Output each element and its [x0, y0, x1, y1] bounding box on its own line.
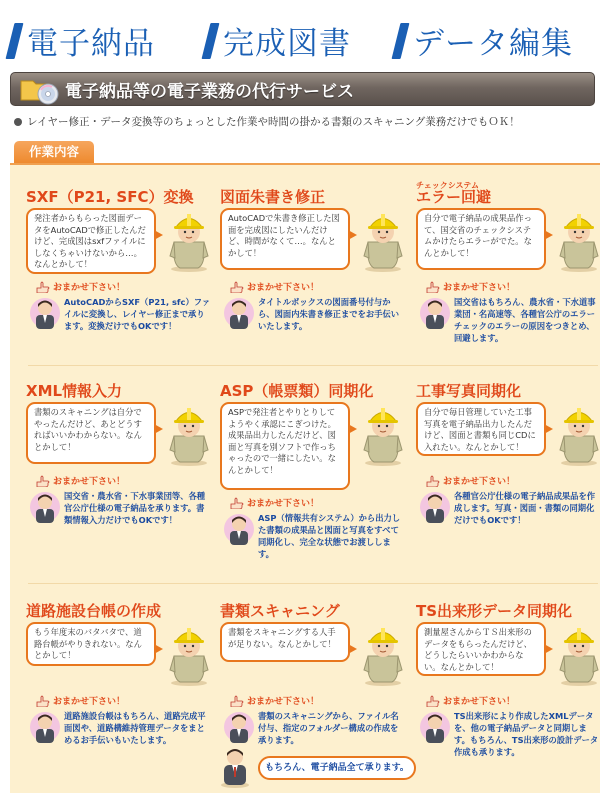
header-item-kansei-tosho: [206, 18, 351, 63]
pointing-hand-icon: [426, 695, 440, 707]
service-card: [26, 600, 216, 800]
worker-helmet-icon: [360, 400, 406, 466]
service-answer: TS出来形により作成したXMLデータを、他の電子納品データと同期します。もちろん、TS出来形の設計データ作成も承ります。: [454, 711, 599, 757]
service-card: [416, 380, 604, 580]
service-title: ASP（帳票類）同期化: [220, 382, 374, 400]
omakase-text: おまかせ下さい！: [53, 283, 126, 293]
omakase-text: おまかせ下さい！: [53, 477, 126, 487]
worker-helmet-icon: [166, 400, 212, 466]
service-answer: 各種官公庁仕様の電子納品成果品を作成します。写真・図面・書類の同期化だけでもOKです！: [454, 491, 596, 525]
staff-avatar-icon: [420, 710, 450, 744]
service-answer: 国交省・農水省・下水事業団等、各種官公庁仕様の電子納品を承ります。書類情報入力だけでもOKです！: [64, 491, 206, 525]
service-card: [416, 600, 604, 800]
staff-avatar-icon: [224, 296, 254, 330]
customer-request-bubble: 書類のスキャニングは自分でやったんだけど、あとどうすればいいかわからない。なんとかして！: [26, 402, 156, 464]
service-title: 工事写真同期化: [416, 382, 522, 400]
header-item-label: 完成図書: [223, 26, 351, 62]
omakase-label: [36, 280, 125, 293]
customer-request-bubble: AutoCADで朱書き修正した図面を完成図にしたいんだけど、時間がなくて…。なんとかして！: [220, 208, 350, 270]
staff-avatar-icon: [30, 490, 60, 524]
customer-request-bubble: もう年度末のバタバタで、道路台帳がやりきれない。なんとかして！: [26, 622, 156, 666]
pointing-hand-icon: [36, 475, 50, 487]
service-title: 書類スキャニング: [220, 602, 340, 620]
omakase-text: おまかせ下さい！: [443, 283, 516, 293]
staff-avatar-icon: [224, 710, 254, 744]
customer-request-bubble: 自分で毎日管理していた工事写真を電子納品出力したんだけど、図面と書類も同じCDに入れたい。なんとかして！: [416, 402, 546, 456]
pointing-hand-icon: [36, 281, 50, 293]
omakase-text: おまかせ下さい！: [247, 499, 320, 509]
staff-avatar-icon: [420, 296, 450, 330]
worker-helmet-icon: [360, 206, 406, 272]
staff-avatar-icon: [420, 490, 450, 524]
service-answer: 書類のスキャニングから、ファイル名付与、指定のフォルダー構成の作成を承ります。: [258, 711, 399, 745]
customer-request-bubble: ASPで発注者とやりとりしてようやく承認にこぎつけた。成果品出力したんだけど、図面と写真を別ソフトで作っちゃったので一緒にしたい。なんとかして！: [220, 402, 350, 490]
pointing-hand-icon: [230, 695, 244, 707]
banner-title: 電子納品等の電子業務の代行サービス: [65, 81, 354, 102]
header-bar-decoration: [202, 23, 220, 59]
omakase-label: [426, 280, 515, 293]
service-title: TS出来形データ同期化: [416, 602, 573, 620]
customer-request-bubble: 発注者からもらった図面データをAutoCADで修正したんだけど、完成図はsxfファイルにしなくちゃいけないから…。なんとかして！: [26, 208, 156, 274]
service-answer: 道路施設台帳はもちろん、道路完成平面図や、道路構維持管理データをまとめるお手伝いもいたします。: [64, 711, 206, 745]
header-bar-decoration: [6, 23, 24, 59]
header-item-denshi-nohin: [10, 18, 155, 63]
customer-request-bubble: 測量屋さんからＴＳ出来形のデータをもらったんだけど、どうしたらいいかわからない。なんとかして！: [416, 622, 546, 676]
header-item-label: 電子納品: [27, 26, 155, 62]
footer-message: もちろん、電子納品全て承ります。: [258, 756, 416, 780]
header: [4, 4, 600, 64]
header-item-data-henshu: [396, 18, 573, 63]
service-answer: ASP（情報共有システム）から出力した書類の成果品と図面と写真をすべて同期化し、完全な状態でお渡しします。: [258, 513, 401, 559]
row-divider: [28, 583, 598, 584]
worker-helmet-icon: [166, 620, 212, 686]
omakase-text: おまかせ下さい！: [443, 697, 516, 707]
service-card: [416, 181, 604, 386]
pointing-hand-icon: [230, 281, 244, 293]
service-title: 道路施設台帳の作成: [26, 602, 162, 620]
service-answer: 国交省はもちろん、農水省・下水道事業団・名高速等、各種官公庁のエラーチェックのエラーの原因をつきとめ、回避します。: [454, 297, 596, 343]
service-title: エラー回避: [416, 188, 492, 206]
service-card: [26, 186, 216, 386]
service-card: [220, 186, 410, 386]
work-content-tab: 作業内容: [14, 141, 94, 163]
staff-avatar-icon: [215, 745, 255, 789]
worker-helmet-icon: [556, 620, 602, 686]
omakase-text: おまかせ下さい！: [247, 697, 320, 707]
staff-avatar-icon: [224, 512, 254, 546]
pointing-hand-icon: [426, 475, 440, 487]
worker-helmet-icon: [360, 620, 406, 686]
header-item-label: データ編集: [413, 26, 573, 62]
customer-request-bubble: 書類をスキャニングする人手が足りない。なんとかして！: [220, 622, 350, 662]
omakase-text: おまかせ下さい！: [53, 697, 126, 707]
service-answer: AutoCADからSXF（P21, sfc）ファイルに変換し、レイヤー修正まで承ります。変換だけでもOKです！: [64, 297, 211, 331]
omakase-text: おまかせ下さい！: [443, 477, 516, 487]
customer-request-bubble: 自分で電子納品の成果品作って、国交省のチェックシステムかけたらエラーがでた。なんとかして！: [416, 208, 546, 270]
worker-helmet-icon: [556, 206, 602, 272]
service-card: [26, 380, 216, 580]
service-title: SXF（P21, SFC）変換: [26, 188, 194, 206]
service-title: XML情報入力: [26, 382, 123, 400]
header-bar-decoration: [392, 23, 410, 59]
omakase-label: [230, 496, 319, 509]
service-card: [220, 380, 410, 580]
service-title: 図面朱書き修正: [220, 188, 326, 206]
intro-text: レイヤー修正・データ変換等のちょっとした作業や時間の掛かる書類のスキャニング業務だけでもＯＫ！: [27, 116, 520, 128]
staff-avatar-icon: [30, 710, 60, 744]
service-banner: [10, 72, 595, 106]
service-subtitle: チェックシステム: [416, 181, 479, 190]
omakase-label: [36, 694, 125, 707]
staff-avatar-icon: [30, 296, 60, 330]
pointing-hand-icon: [36, 695, 50, 707]
bullet-icon: [14, 118, 22, 126]
omakase-label: [36, 474, 125, 487]
pointing-hand-icon: [230, 497, 244, 509]
pointing-hand-icon: [426, 281, 440, 293]
worker-helmet-icon: [166, 206, 212, 272]
omakase-label: [230, 694, 319, 707]
omakase-label: [230, 280, 319, 293]
worker-helmet-icon: [556, 400, 602, 466]
omakase-label: [426, 694, 515, 707]
service-answer: タイトルボックスの図面番号付与から、図面内朱書き修正までをお手伝いいたします。: [258, 297, 400, 331]
folder-cd-icon: [19, 73, 61, 105]
intro-line: [14, 114, 594, 129]
omakase-label: [426, 474, 515, 487]
omakase-text: おまかせ下さい！: [247, 283, 320, 293]
